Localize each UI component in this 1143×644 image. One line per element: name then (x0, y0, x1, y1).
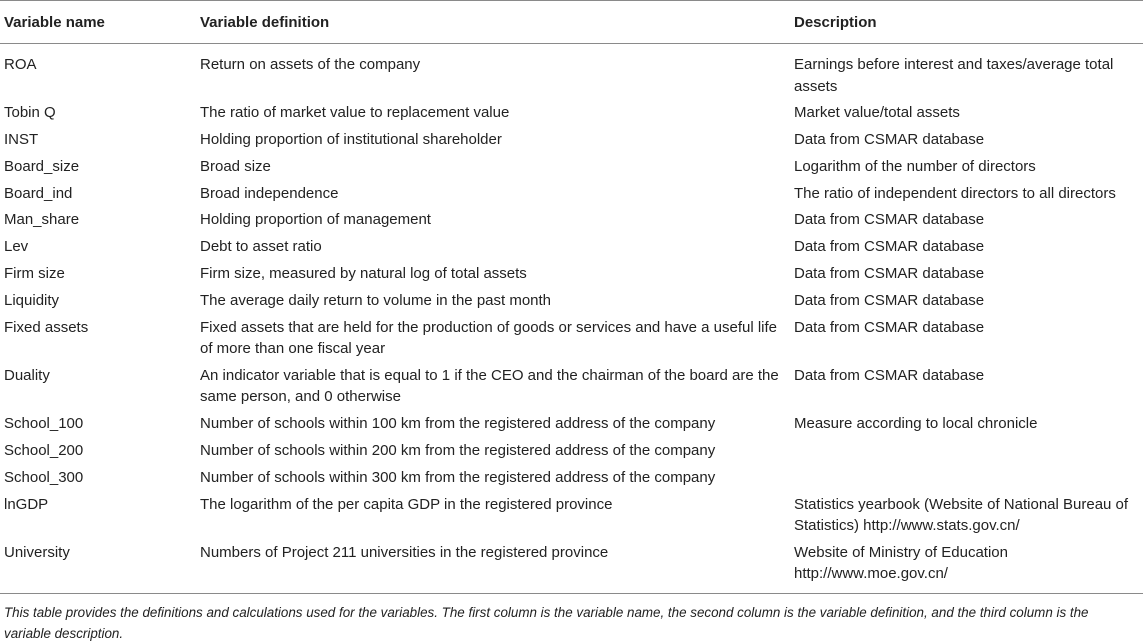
table-row (0, 125, 1143, 152)
table-row (0, 436, 1143, 463)
cell-variable-definition: Numbers of Project 211 universities in the registered province (196, 538, 790, 594)
cell-variable-name: School_100 (4, 415, 84, 433)
cell-variable-definition: Holding proportion of institutional shareholder (200, 131, 502, 149)
cell-description: Website of Ministry of Education http://www.moe.gov.cn/ (790, 538, 1143, 594)
cell-description: Statistics yearbook (Website of National Bureau of Statistics) http://www.stats.gov.cn/ (794, 495, 1129, 535)
table-row (0, 286, 1143, 313)
cell-variable-name: Tobin Q (4, 104, 56, 122)
cell-variable-definition: Number of schools within 300 km from the registered address of the company (200, 468, 716, 486)
cell-variable-definition: Fixed assets that are held for the production of goods or services and have a useful life of more than one fiscal year (200, 318, 778, 358)
cell-description: Measure according to local chronicle (794, 415, 1038, 433)
cell-variable-name: Liquidity (4, 291, 60, 309)
table-row (0, 152, 1143, 179)
cell-description: Data from CSMAR database (794, 211, 985, 229)
table-header (0, 1, 1143, 44)
cell-variable-name: lnGDP (4, 495, 49, 513)
table-row (0, 44, 1143, 99)
table-row (0, 463, 1143, 490)
table-row (0, 179, 1143, 206)
cell-variable-name: Fixed assets (4, 318, 89, 336)
cell-description: Data from CSMAR database (794, 291, 985, 309)
table-body (0, 44, 1143, 594)
cell-variable-name: University (0, 538, 196, 594)
table-footnote: This table provides the definitions and calculations used for the variables. The first column is the variable name, the second column is the variable definition, and the third column is the variable description. (4, 604, 1089, 641)
cell-variable-definition: Broad size (200, 157, 271, 175)
table-row (0, 98, 1143, 125)
cell-variable-name: Duality (4, 366, 50, 384)
cell-variable-definition: Return on assets of the company (200, 56, 421, 73)
cell-description: Data from CSMAR database (794, 238, 985, 256)
cell-description: The ratio of independent directors to all directors (794, 184, 1116, 202)
cell-variable-definition: The average daily return to volume in the past month (200, 291, 552, 309)
table-row (0, 259, 1143, 286)
cell-variable-definition: Holding proportion of management (200, 211, 431, 229)
cell-description: Earnings before interest and taxes/average total assets (794, 56, 1114, 95)
cell-description: Logarithm of the number of directors (794, 157, 1036, 175)
cell-variable-name: Board_ind (4, 184, 73, 202)
header-row (0, 1, 1143, 44)
table-row (0, 409, 1143, 436)
cell-variable-name: School_300 (4, 468, 84, 486)
cell-variable-definition: An indicator variable that is equal to 1 if the CEO and the chairman of the board are the same person, and 0 otherwise (200, 366, 779, 406)
table-row (0, 205, 1143, 232)
cell-description: Data from CSMAR database (794, 131, 985, 149)
table-row (0, 313, 1143, 361)
cell-variable-definition: Firm size, measured by natural log of total assets (200, 265, 527, 283)
cell-variable-definition: The ratio of market value to replacement value (200, 104, 510, 122)
cell-variable-name: Lev (4, 238, 29, 256)
cell-variable-name: ROA (4, 56, 37, 73)
cell-variable-definition: Debt to asset ratio (200, 238, 322, 256)
table-row (0, 538, 1143, 594)
table-row (0, 490, 1143, 538)
cell-description: Market value/total assets (794, 104, 960, 122)
cell-variable-name: Board_size (4, 157, 80, 175)
cell-description (790, 436, 1143, 463)
cell-variable-name: Firm size (4, 265, 65, 283)
table-row (0, 361, 1143, 409)
header-variable-name: Variable name (0, 1, 196, 44)
cell-description: Data from CSMAR database (794, 366, 985, 384)
cell-description (790, 463, 1143, 490)
table-row (0, 232, 1143, 259)
cell-description: Data from CSMAR database (794, 318, 985, 336)
header-variable-definition: Variable definition (196, 1, 790, 44)
cell-variable-definition: Number of schools within 200 km from the registered address of the company (200, 442, 716, 460)
cell-variable-definition: Broad independence (200, 184, 339, 202)
cell-variable-name: School_200 (4, 442, 84, 460)
cell-variable-name: INST (4, 131, 39, 149)
header-description: Description (790, 1, 1143, 44)
cell-variable-name: Man_share (4, 211, 80, 229)
cell-description: Data from CSMAR database (794, 265, 985, 283)
cell-variable-definition: The logarithm of the per capita GDP in the registered province (200, 495, 613, 513)
cell-variable-definition: Number of schools within 100 km from the registered address of the company (200, 415, 716, 433)
